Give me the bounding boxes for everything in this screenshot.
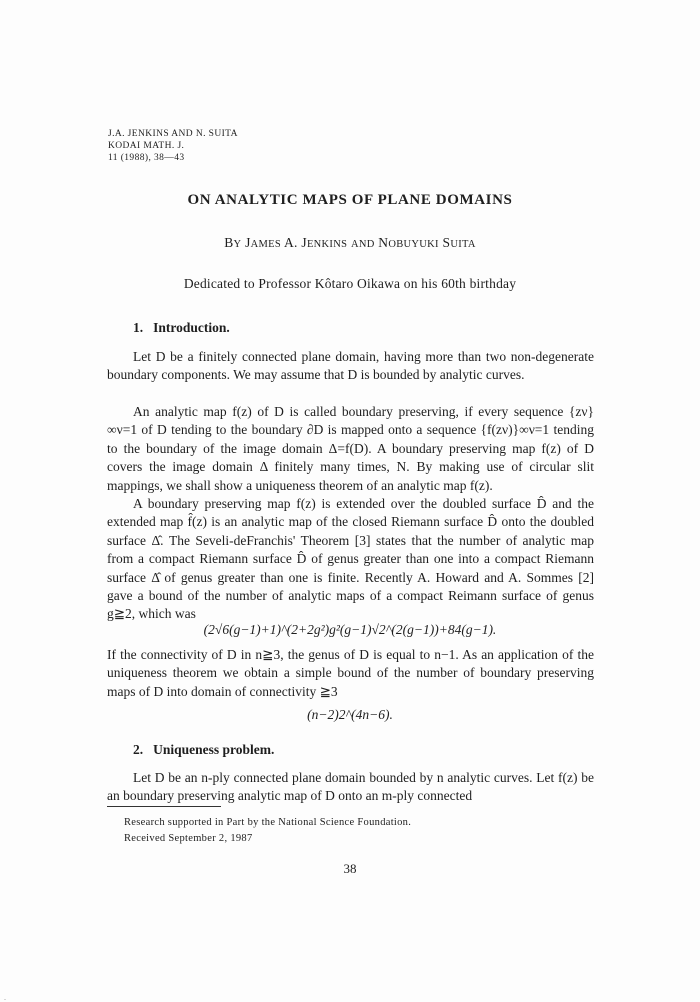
equation-bound-connectivity: (n−2)2^(4n−6).	[307, 707, 393, 722]
header-journal: KODAI MATH. J.	[108, 141, 185, 151]
section-heading-uniqueness: 2. Uniqueness problem.	[133, 742, 275, 757]
header-authors: J.A. JENKINS AND N. SUITA	[108, 129, 238, 139]
byline: BY JAMES A. JENKINS AND NOBUYUKI SUITA	[224, 235, 476, 250]
header-volume: 11 (1988), 38—43	[108, 153, 185, 163]
scan-mark: .	[4, 993, 6, 1002]
equation-bound-genus: (2√6(g−1)+1)^(2+2g²)g²(g−1)√2^(2(g−1))+84(g−1).	[203, 622, 497, 637]
paper-title: ON ANALYTIC MAPS OF PLANE DOMAINS	[187, 192, 513, 208]
footnote-received: Received September 2, 1987	[124, 833, 253, 844]
page-number: 38	[343, 861, 357, 876]
paragraph-4: If the connectivity of D in n≧3, the genus of D is equal to n−1. As an application of the uniqueness theorem we obtain a simple bound of the number of boundary preserving maps of D into domain of connectivity ≧3	[107, 647, 594, 699]
dedication: Dedicated to Professor Kôtaro Oikawa on his 60th birthday	[183, 276, 517, 291]
footnote-rule	[107, 806, 221, 807]
paragraph-3: A boundary preserving map f(z) is extended over the doubled surface D̂ and the extended map f̂(z) is an analytic map of the closed Riemann surface D̂ onto the doubled surface Δ̂. The Seveli-deFranchis' Theorem [3] states that the number of analytic map from a compact Riemann surface D̂ of genus greater than one into a compact Riemann surface Δ̂ of genus greater than one is finite. Recently A. Howard and A. Sommes [2] gave a bound of the number of analytic maps of a compact Reimann surface of genus g≧2, which was	[107, 496, 594, 622]
footnote-funding: Research supported in Part by the National Science Foundation.	[124, 817, 412, 828]
paragraph-5: Let D be an n-ply connected plane domain bounded by n analytic curves. Let f(z) be an boundary preserving analytic map of D onto an m-ply connected	[107, 770, 594, 804]
paragraph-1: Let D be a finitely connected plane domain, having more than two non-degenerate boundary components. We may assume that D is bounded by analytic curves.	[107, 349, 594, 383]
section-heading-introduction: 1. Introduction.	[133, 320, 230, 335]
paragraph-2: An analytic map f(z) of D is called boundary preserving, if every sequence {zν}∞ν=1 of D tending to the boundary ∂D is mapped onto a sequence {f(zν)}∞ν=1 tending to the boundary of the image domain Δ=f(D). A boundary preserving map f(z) of D covers the image domain Δ finitely many times, N. By making use of circular slit mappings, we shall show a uniqueness theorem of an analytic map f(z).	[107, 404, 594, 493]
